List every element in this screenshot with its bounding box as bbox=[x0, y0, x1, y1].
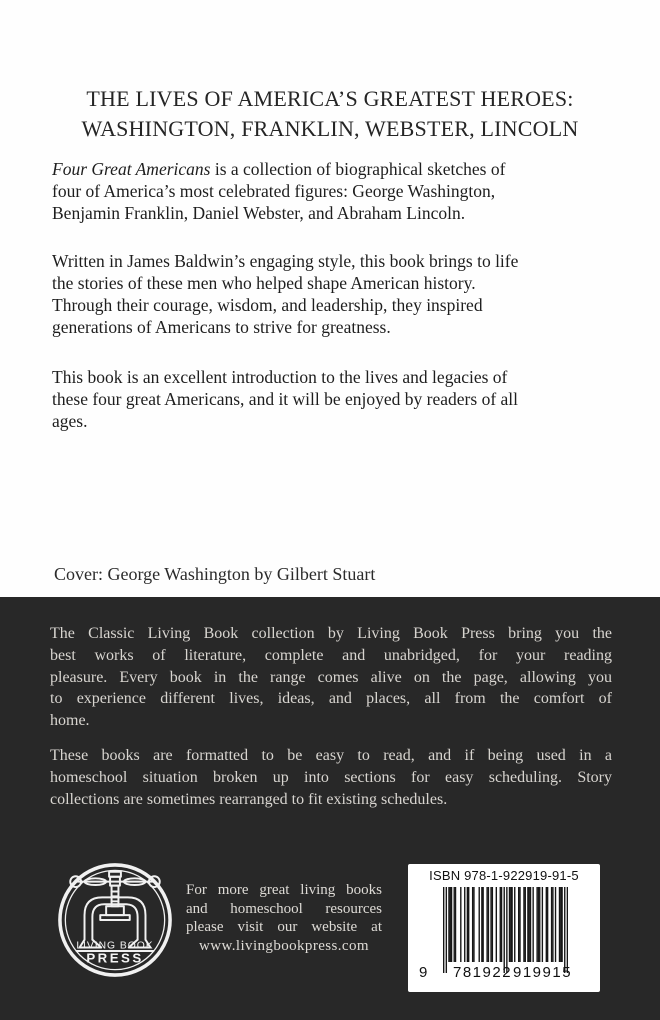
logo-text-press: PRESS bbox=[86, 950, 144, 966]
website-line: For more great living books bbox=[186, 882, 382, 898]
printing-press-icon bbox=[56, 861, 174, 979]
paragraph-line: these four great Americans, and it will be enjoyed by readers of all bbox=[52, 389, 519, 409]
isbn-label: ISBN 978-1-922919-91-5 bbox=[429, 868, 579, 883]
cover-art-credit: Cover: George Washington by Gilbert Stuart bbox=[54, 564, 376, 584]
website-url: www.livingbookpress.com bbox=[199, 937, 369, 954]
website-line: please visit our website at bbox=[186, 919, 382, 936]
paragraph-line: collections are sometimes rearranged to fit existing schedules. bbox=[50, 790, 448, 808]
barcode-bars bbox=[443, 887, 568, 973]
lower-panel bbox=[0, 597, 660, 1020]
barcode-digit-leading: 9 bbox=[419, 964, 428, 981]
paragraph-line-rest: is a collection of biographical sketches of bbox=[210, 159, 506, 179]
paragraph-line: pleasure. Every book in the range comes alive on the page, allowing you bbox=[50, 668, 612, 686]
title-line-1: THE LIVES OF AMERICA’S GREATEST HEROES: bbox=[86, 86, 574, 111]
paragraph-line bbox=[52, 158, 612, 180]
paragraph-formatting bbox=[50, 745, 612, 810]
book-title-italic: Four Great Americans bbox=[52, 159, 211, 179]
website-line: and homeschool resources bbox=[186, 900, 382, 917]
title-line-2: WASHINGTON, FRANKLIN, WEBSTER, LINCOLN bbox=[81, 116, 579, 141]
paragraph-collection bbox=[50, 623, 612, 732]
paragraph-line: the stories of these men who helped shape American history. bbox=[52, 273, 476, 293]
paragraph-line: generations of Americans to strive for greatness. bbox=[52, 317, 391, 337]
barcode-digit-group-1: 781922 bbox=[453, 964, 513, 981]
paragraph-line: to experience different lives, ideas, and places, all from the comfort of bbox=[50, 690, 612, 708]
paragraph-line: ages. bbox=[52, 411, 88, 431]
paragraph-style bbox=[52, 250, 612, 338]
barcode-digit-group-2: 919915 bbox=[513, 964, 573, 981]
logo-text-living-book: LIVING BOOK bbox=[76, 940, 154, 952]
paragraph-intro bbox=[52, 158, 612, 224]
paragraph-line: home. bbox=[50, 712, 90, 730]
paragraph-line: homeschool situation broken up into sections for easy scheduling. Story bbox=[50, 768, 612, 786]
paragraph-line: These books are formatted to be easy to read, and if being used in a bbox=[50, 747, 612, 764]
paragraph-line: This book is an excellent introduction to the lives and legacies of bbox=[52, 367, 508, 387]
paragraph-line: Through their courage, wisdom, and leadership, they inspired bbox=[52, 295, 483, 315]
back-cover-title bbox=[0, 84, 660, 144]
isbn-barcode bbox=[408, 864, 600, 992]
paragraph-line: four of America’s most celebrated figures: George Washington, bbox=[52, 181, 496, 201]
paragraph-recommendation bbox=[52, 366, 612, 432]
paragraph-line: The Classic Living Book collection by Living Book Press bring you the bbox=[50, 625, 612, 642]
living-book-press-logo bbox=[56, 861, 174, 979]
paragraph-line: best works of literature, complete and unabridged, for your reading bbox=[50, 646, 612, 664]
paragraph-line: Written in James Baldwin’s engaging style, this book brings to life bbox=[52, 251, 519, 271]
website-blurb bbox=[186, 881, 382, 955]
paragraph-line: Benjamin Franklin, Daniel Webster, and Abraham Lincoln. bbox=[52, 203, 466, 223]
